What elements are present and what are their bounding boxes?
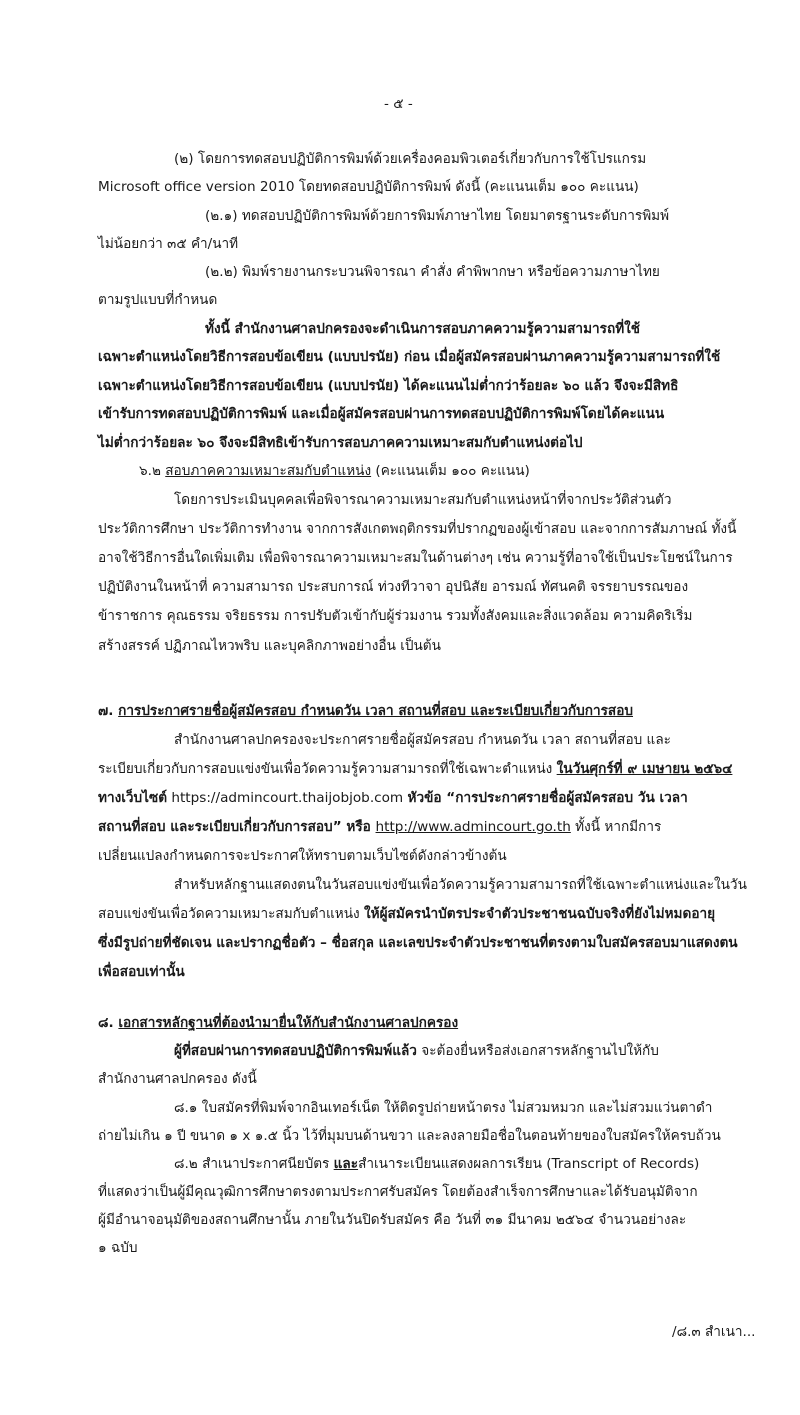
paragraph-line: เพื่อสอบเท่านั้น [98, 964, 185, 980]
paragraph-line [98, 908, 715, 922]
announcement-date: ในวันศุกร์ที่ ๙ เมษายน ๒๕๖๔ [556, 761, 733, 777]
text-run: หัวข้อ “การประกาศรายชื่อผู้สมัครสอบ วัน เวลา [407, 790, 688, 806]
admincourt-link[interactable]: http://www.admincourt.go.th [375, 819, 571, 835]
section-7-title: การประกาศรายชื่อผู้สมัครสอบ กำหนดวัน เวลา สถานที่สอบ และระเบียบเกี่ยวกับการสอบ [118, 703, 634, 719]
note-line: เฉพาะตำแหน่งโดยวิธีการสอบข้อเขียน (แบบปรนัย) ได้คะแนนไม่ต่ำกว่าร้อยละ ๖๐ แล้ว จึงจะมีสิทธิ [98, 378, 679, 394]
section-8-number: ๘. [98, 1015, 114, 1031]
paragraph-line: โดยการประเมินบุคคลเพื่อพิจารณาความเหมาะสมกับตำแหน่งหน้าที่จากประวัติส่วนตัว [174, 492, 672, 508]
paragraph-line [98, 792, 688, 806]
paragraph-line: สำหรับหลักฐานแสดงตนในวันสอบแข่งขันเพื่อวัดความรู้ความสามารถที่ใช้เฉพาะตำแหน่งและในวัน [174, 877, 747, 893]
item-8-2-cont: ๑ ฉบับ [98, 1240, 138, 1256]
typing-test-intro-cont: Microsoft office version 2010 โดยทดสอบปฏิบัติการพิมพ์ ดังนี้ (คะแนนเต็ม ๑๐๐ คะแนน) [98, 179, 639, 195]
typing-test-intro: (๒) โดยการทดสอบปฏิบัติการพิมพ์ด้วยเครื่องคอมพิวเตอร์เกี่ยวกับการใช้โปรแกรม [174, 151, 647, 167]
text-run: ๘.๒ สำเนาประกาศนียบัตร [174, 1156, 334, 1172]
text-run: สถานที่สอบ และระเบียบเกี่ยวกับการสอบ” หรือ [98, 819, 376, 835]
text-run: จะต้องยื่นหรือส่งเอกสารหลักฐานไปให้กับ [416, 1043, 659, 1059]
text-run: ให้ผู้สมัครนำบัตรประจำตัวประชาชนฉบับจริงที่ยังไม่หมดอายุ [363, 906, 716, 922]
text-run: สอบแข่งขันเพื่อวัดความเหมาะสมกับตำแหน่ง [98, 906, 364, 922]
text-run: ทั้งนี้ หากมีการ [570, 819, 662, 835]
typing-item-2-2-cont: ตามรูปแบบที่กำหนด [98, 292, 218, 308]
section-8-title: เอกสารหลักฐานที่ต้องนำมายื่นให้กับสำนักงานศาลปกครอง [118, 1015, 459, 1031]
paragraph-line: ข้าราชการ คุณธรรม จริยธรรม การปรับตัวเข้ากับผู้ร่วมงาน รวมทั้งสังคมและสิ่งแวดล้อม ความคิดริเริ่ม [98, 608, 693, 624]
item-8-2-cont: ผู้มีอำนาจอนุมัติของสถานศึกษานั้น ภายในวันปิดรับสมัคร คือ วันที่ ๓๑ มีนาคม ๒๕๖๔ จำนวนอย่างละ [98, 1212, 687, 1228]
note-line: เข้ารับการทดสอบปฏิบัติการพิมพ์ และเมื่อผู้สมัครสอบผ่านการทดสอบปฏิบัติการพิมพ์โดยได้คะแนน [98, 406, 665, 422]
text-run: ผู้ที่สอบผ่านการทดสอบปฏิบัติการพิมพ์แล้ว [174, 1043, 417, 1059]
paragraph-line: ซึ่งมีรูปถ่ายที่ชัดเจน และปรากฏชื่อตัว – ชื่อสกุล และเลขประจำตัวประชาชนที่ตรงตามใบสมัครสอบมาแสดงตน [98, 935, 738, 951]
typing-item-2-1-cont: ไม่น้อยกว่า ๓๕ คำ/นาที [98, 236, 239, 252]
item-8-2 [174, 1158, 699, 1172]
section-8-heading [98, 1017, 458, 1031]
paragraph-line [98, 821, 661, 835]
paragraph-line: ปฏิบัติงานในหน้าที่ ความสามารถ ประสบการณ์ ท่วงทีวาจา อุปนิสัย อารมณ์ ทัศนคติ จรรยาบรรณของ [98, 579, 689, 595]
section-7-number: ๗. [98, 703, 114, 719]
section-6-2-heading [139, 465, 530, 479]
item-8-1-cont: ถ่ายไม่เกิน ๑ ปี ขนาด ๑ x ๑.๕ นิ้ว ไว้ที่มุมบนด้านขวา และลงลายมือชื่อในตอนท้ายของใบสมัครให้ครบถ้วน [98, 1128, 721, 1144]
paragraph-line: สำนักงานศาลปกครองจะประกาศรายชื่อผู้สมัครสอบ กำหนดวัน เวลา สถานที่สอบ และ [174, 732, 671, 748]
paragraph-line: สำนักงานศาลปกครอง ดังนี้ [98, 1071, 257, 1087]
text-run: ระเบียบเกี่ยวกับการสอบแข่งขันเพื่อวัดความรู้ความสามารถที่ใช้เฉพาะตำแหน่ง [98, 761, 557, 777]
text-run: สำเนาระเบียนแสดงผลการเรียน (Transcript of Records) [358, 1156, 700, 1172]
section-6-2-number: ๖.๒ [139, 463, 161, 479]
note-line: ทั้งนี้ สำนักงานศาลปกครองจะดำเนินการสอบภาคความรู้ความสามารถที่ใช้ [205, 321, 641, 337]
paragraph-line [98, 763, 732, 777]
item-8-2-cont: ที่แสดงว่าเป็นผู้มีคุณวุฒิการศึกษาตรงตามประกาศรับสมัคร โดยต้องสำเร็จการศึกษาและได้รับอนุมัติจาก [98, 1184, 698, 1200]
paragraph-line: เปลี่ยนแปลงกำหนดการจะประกาศให้ทราบตามเว็บไซต์ดังกล่าวข้างต้น [98, 848, 507, 864]
section-6-2-title: สอบภาคความเหมาะสมกับตำแหน่ง [165, 463, 372, 479]
typing-item-2-1: (๒.๑) ทดสอบปฏิบัติการพิมพ์ด้วยการพิมพ์ภาษาไทย โดยมาตรฐานระดับการพิมพ์ [205, 208, 670, 224]
section-6-2-score: (คะแนนเต็ม ๑๐๐ คะแนน) [371, 463, 530, 479]
page-number: - ๕ - [384, 96, 413, 112]
section-7-heading [98, 705, 633, 719]
thaijobjob-url: https://admincourt.thaijobjob.com [167, 790, 408, 806]
continuation-note: /๘.๓ สำเนา... [672, 1324, 756, 1340]
typing-item-2-2: (๒.๒) พิมพ์รายงานกระบวนพิจารณา คำสั่ง คำพิพากษา หรือข้อความภาษาไทย [205, 264, 660, 280]
text-run: และ [333, 1156, 359, 1172]
paragraph-line [174, 1045, 659, 1059]
note-line: ไม่ต่ำกว่าร้อยละ ๖๐ จึงจะมีสิทธิเข้ารับการสอบภาคความเหมาะสมกับตำแหน่งต่อไป [98, 435, 583, 451]
item-8-1: ๘.๑ ใบสมัครที่พิมพ์จากอินเทอร์เน็ต ให้ติดรูปถ่ายหน้าตรง ไม่สวมหมวก และไม่สวมแว่นตาดำ [174, 1100, 713, 1116]
note-line: เฉพาะตำแหน่งโดยวิธีการสอบข้อเขียน (แบบปรนัย) ก่อน เมื่อผู้สมัครสอบผ่านภาคความรู้ความสามารถที่ใช้ [98, 349, 721, 365]
text-run: ทางเว็บไซต์ [98, 790, 168, 806]
paragraph-line: ประวัติการศึกษา ประวัติการทำงาน จากการสังเกตพฤติกรรมที่ปรากฏของผู้เข้าสอบ และจากการสัมภาษณ์ ทั้งนี้ [98, 521, 737, 537]
paragraph-line: สร้างสรรค์ ปฏิภาณไหวพริบ และบุคลิกภาพอย่างอื่น เป็นต้น [98, 638, 441, 654]
paragraph-line: อาจใช้วิธีการอื่นใดเพิ่มเติม เพื่อพิจารณาความเหมาะสมในด้านต่างๆ เช่น ความรู้ที่อาจใช้เป็นประโยชน์ในการ [98, 550, 733, 566]
